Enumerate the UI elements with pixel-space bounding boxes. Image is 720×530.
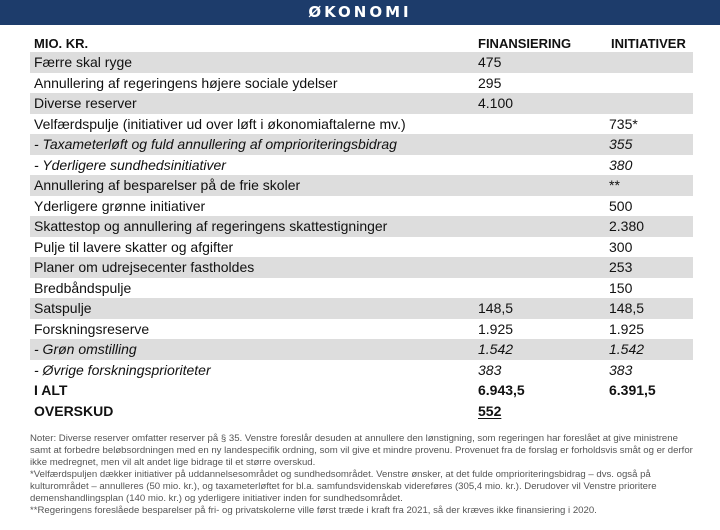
table-row (30, 93, 693, 114)
row-label: Satspulje (34, 300, 92, 316)
total-initiatives: 6.391,5 (609, 382, 656, 398)
budget-table (30, 32, 693, 421)
row-initiatives: 150 (609, 279, 633, 296)
row-label: - Yderligere sundhedsinitiativer (34, 156, 226, 173)
row-initiatives: 253 (609, 259, 633, 275)
table-row (30, 360, 693, 381)
row-initiatives: 383 (609, 361, 633, 378)
table-row (30, 237, 693, 258)
section-banner: ØKONOMI (0, 0, 720, 25)
row-label: - Øvrige forskningsprioriteter (34, 361, 211, 378)
row-initiatives: 355 (609, 136, 633, 152)
row-financing: 4.100 (478, 95, 514, 111)
row-label: Annullering af regeringens højere sociale ydelser (34, 74, 338, 91)
table-header (30, 32, 693, 52)
row-financing: 475 (478, 54, 502, 70)
surplus-row (30, 401, 693, 422)
total-financing: 6.943,5 (478, 382, 525, 398)
row-financing: 148,5 (478, 300, 514, 316)
header-financing: FINANSIERING (478, 36, 572, 51)
row-label: - Taxameterløft og fuld annullering af omprioriteringsbidrag (34, 136, 397, 152)
row-label: Velfærdspulje (initiativer ud over løft i økonomiaftalerne mv.) (34, 115, 406, 132)
row-financing: 1.925 (478, 320, 514, 337)
table-row (30, 216, 693, 237)
row-label: Skattestop og annullering af regeringens skattestigninger (34, 218, 388, 234)
row-financing: 383 (478, 361, 502, 378)
footnotes (30, 433, 695, 517)
total-row (30, 380, 693, 401)
total-label: I ALT (34, 382, 68, 398)
table-row (30, 257, 693, 278)
row-label: Færre skal ryge (34, 54, 133, 70)
row-label: Annullering af besparelser på de frie skoler (34, 177, 301, 193)
header-initiatives: INITIATIVER (611, 36, 686, 51)
row-label: Diverse reserver (34, 95, 137, 111)
row-initiatives: 1.542 (609, 341, 645, 357)
table-row (30, 114, 693, 135)
row-label: Pulje til lavere skatter og afgifter (34, 238, 234, 255)
row-initiatives: 2.380 (609, 218, 645, 234)
row-initiatives: 500 (609, 197, 633, 214)
row-initiatives: 735* (609, 115, 638, 132)
row-financing: 1.542 (478, 341, 514, 357)
row-label: Planer om udrejsecenter fastholdes (34, 259, 255, 275)
table-row (30, 196, 693, 217)
row-initiatives: 148,5 (609, 300, 645, 316)
table-row (30, 155, 693, 176)
surplus-value: 552 (478, 402, 502, 419)
footnote-general: Noter: Diverse reserver omfatter reserver på § 35. Venstre foreslår desuden at annullere den lønstigning, som regeringen har foreslået at give ministrene samt at forbedre beløbsordningen med en ny landespecifik ordning, som vil give et mindre provenu. Provenuet fra de forslag er forholdsvis småt og er derfor ikke medregnet, men vil alt andet lige bidrage til et større overskud. (30, 433, 693, 468)
table-row (30, 52, 693, 73)
footnote-schools: **Regeringens foreslåede besparelser på fri- og privatskolerne ville først træde i kraft fra 2021, så der kræves ikke finansiering i 2020. (30, 505, 597, 516)
table-row (30, 278, 693, 299)
footnote-welfare: *Velfærdspuljen dækker initiativer på uddannelsesområdet og sundhedsområdet. Venstre ønsker, at det fulde omprioriteringsbidrag – dvs. også på kulturområdet – annulleres (50 mio. kr.), og taxameterløftet for bl.a. samfundsvidenskab videreføres (305,4 mio. kr.). Derudover vil Venstre prioritere demenshandlingsplan (140 mio. kr.) og yderligere initiativer inden for sundhedsområdet. (30, 469, 657, 504)
row-label: Yderligere grønne initiativer (34, 197, 206, 214)
table-row (30, 319, 693, 340)
table-row (30, 175, 693, 196)
header-label: MIO. KR. (34, 36, 89, 51)
row-financing: 295 (478, 74, 502, 91)
surplus-label: OVERSKUD (34, 402, 114, 419)
row-label: - Grøn omstilling (34, 341, 137, 357)
table-row (30, 73, 693, 94)
table-row (30, 339, 693, 360)
row-initiatives: 300 (609, 238, 633, 255)
table-row (30, 134, 693, 155)
table-row (30, 298, 693, 319)
row-initiatives: ** (609, 177, 620, 193)
row-label: Bredbåndspulje (34, 279, 132, 296)
row-initiatives: 1.925 (609, 320, 645, 337)
row-initiatives: 380 (609, 156, 633, 173)
row-label: Forskningsreserve (34, 320, 150, 337)
